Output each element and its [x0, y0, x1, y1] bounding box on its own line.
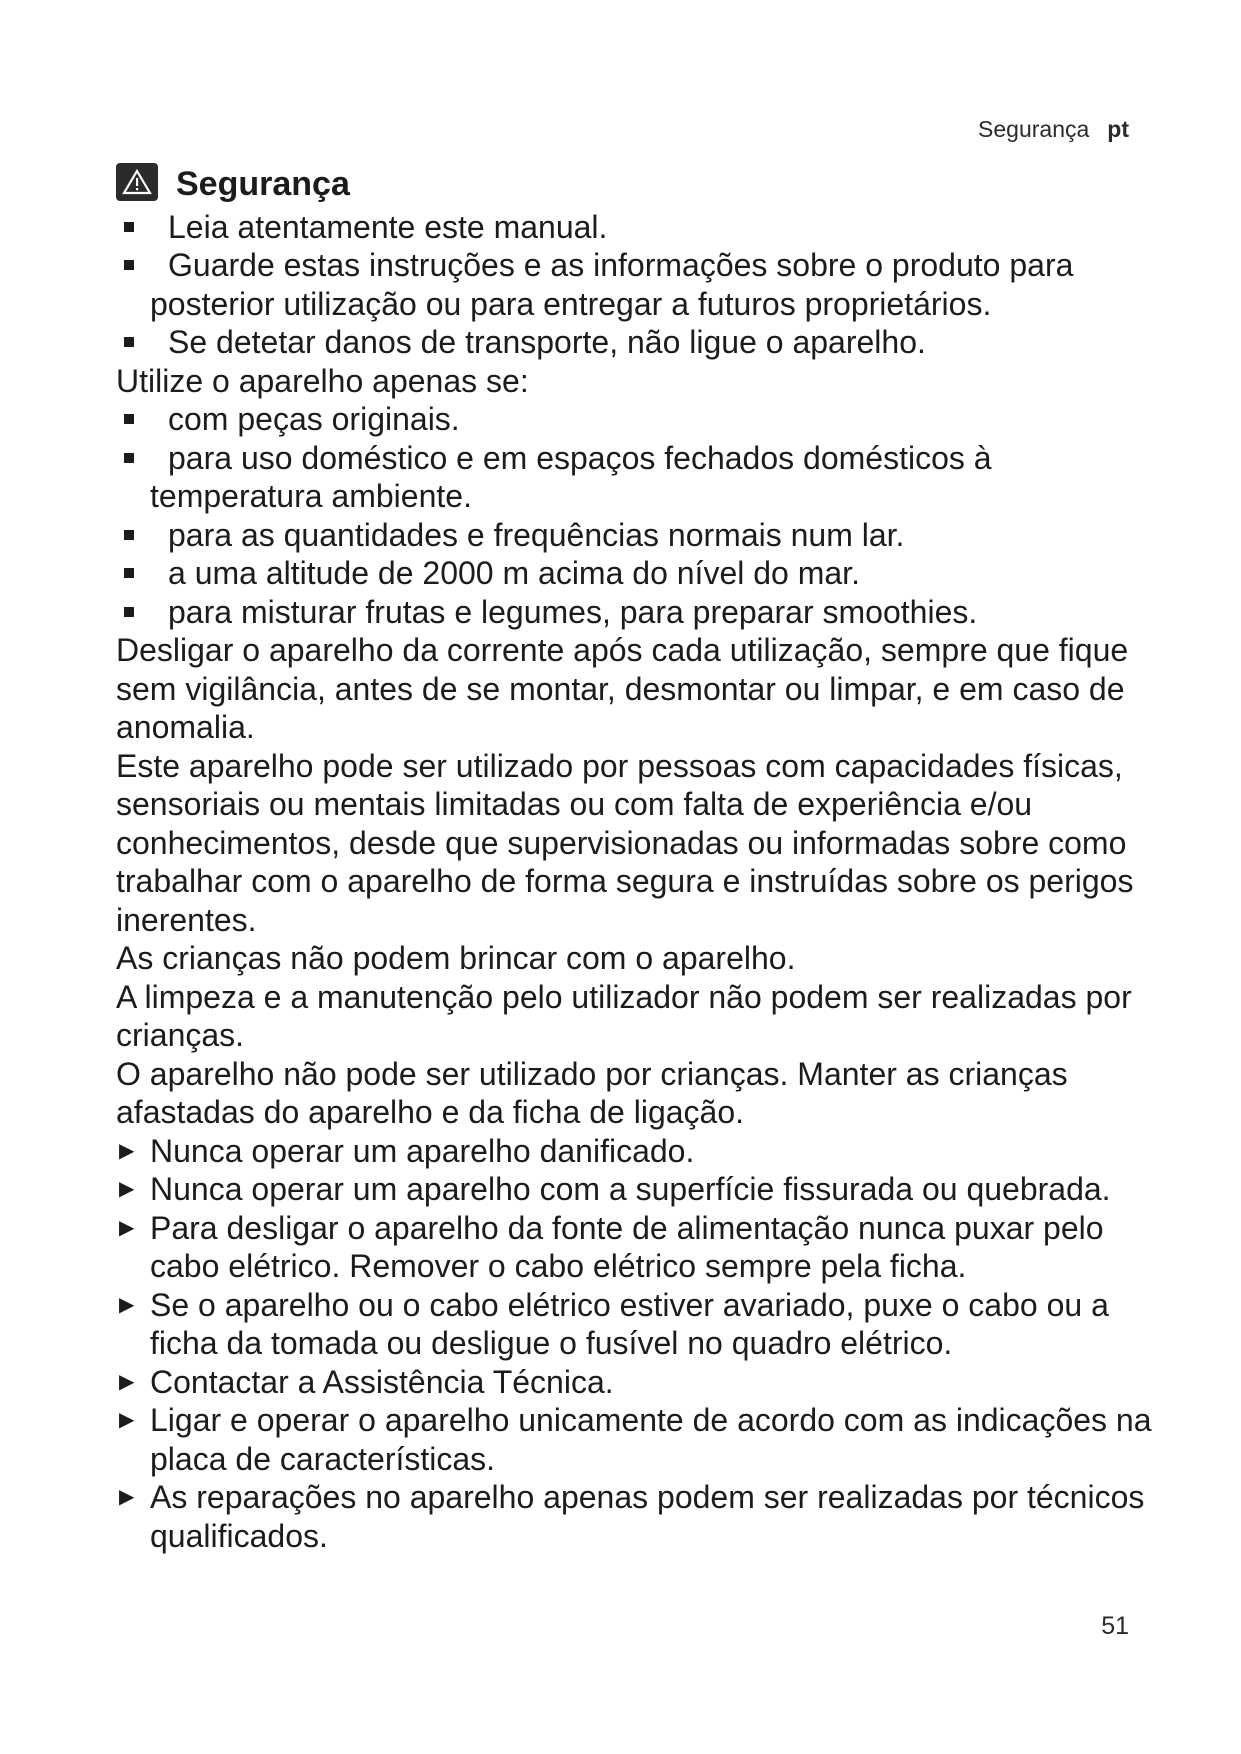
action-item: ▶ Nunca operar um aparelho com a superfície fissurada ou quebrada.	[119, 1171, 1111, 1207]
arrow-bullet-icon: ▶	[119, 1486, 135, 1508]
square-bullet-icon	[124, 530, 134, 540]
page-number: 51	[1101, 1612, 1129, 1640]
square-bullet-icon	[124, 222, 134, 232]
arrow-bullet-icon: ▶	[119, 1216, 135, 1239]
safety-section	[116, 165, 1156, 1555]
square-bullet-icon	[124, 607, 134, 617]
arrow-bullet-icon: ▶	[119, 1409, 135, 1431]
action-list	[116, 1132, 1156, 1556]
header-section: Segurança	[978, 116, 1090, 142]
action-item: ▶ Contactar a Assistência Técnica.	[119, 1363, 614, 1400]
action-item: ▶ Nunca operar um aparelho danificado.	[119, 1132, 695, 1169]
warning-triangle-icon	[116, 163, 158, 201]
general-list	[116, 208, 1156, 362]
section-heading	[116, 165, 1156, 204]
paragraph: Desligar o aparelho da corrente após cada utilização, sempre que fique sem vigilância, antes de se montar, desmontar ou limpar, e em caso de anomalia.	[116, 632, 1129, 745]
square-bullet-icon	[124, 337, 134, 347]
action-item: ▶ Ligar e operar o aparelho unicamente de acordo com as indicações na placa de características.	[119, 1402, 1152, 1477]
section-title: Segurança	[176, 165, 350, 203]
paragraph: A limpeza e a manutenção pelo utilizador não podem ser realizadas por crianças.	[116, 978, 1132, 1053]
list-item: com peças originais.	[116, 400, 1156, 439]
action-item: ▶ Para desligar o aparelho da fonte de alimentação nunca puxar pelo cabo elétrico. Remover o cabo elétrico sempre pela ficha.	[119, 1209, 1104, 1284]
action-item: ▶ As reparações no aparelho apenas podem ser realizadas por técnicos qualificados.	[119, 1479, 1145, 1554]
list-item: Guarde estas instruções e as informações sobre o produto para posterior utilização ou para entregar a futuros proprietários.	[116, 246, 1156, 323]
running-header	[978, 116, 1129, 143]
paragraph: Este aparelho pode ser utilizado por pessoas com capacidades físicas, sensoriais ou mentais limitadas ou com falta de experiência e/ou conhecimentos, desde que supervisionadas ou informadas sobre como trabalhar com o aparelho de forma segura e instruídas sobre os perigos inerentes.	[116, 747, 1134, 938]
square-bullet-icon	[124, 414, 134, 424]
use-conditions-list	[116, 400, 1156, 631]
list-item: para misturar frutas e legumes, para preparar smoothies.	[116, 593, 1156, 632]
square-bullet-icon	[124, 260, 134, 270]
list-item: para as quantidades e frequências normais num lar.	[116, 516, 1156, 555]
list-item: Se detetar danos de transporte, não ligue o aparelho.	[116, 323, 1156, 362]
header-language: pt	[1107, 116, 1129, 142]
list-item: Leia atentamente este manual.	[116, 208, 1156, 247]
use-intro: Utilize o aparelho apenas se:	[116, 362, 529, 399]
square-bullet-icon	[124, 568, 134, 578]
arrow-bullet-icon: ▶	[119, 1293, 135, 1316]
arrow-bullet-icon: ▶	[119, 1370, 135, 1393]
square-bullet-icon	[124, 453, 134, 463]
arrow-bullet-icon: ▶	[119, 1139, 135, 1162]
paragraph: O aparelho não pode ser utilizado por crianças. Manter as crianças afastadas do aparelho e da ficha de ligação.	[116, 1055, 1068, 1130]
paragraph: As crianças não podem brincar com o aparelho.	[116, 940, 796, 976]
action-item: ▶ Se o aparelho ou o cabo elétrico estiver avariado, puxe o cabo ou a ficha da tomada ou desligue o fusível no quadro elétrico.	[119, 1286, 1109, 1361]
list-item: a uma altitude de 2000 m acima do nível do mar.	[116, 554, 1156, 593]
arrow-bullet-icon: ▶	[119, 1178, 135, 1200]
list-item: para uso doméstico e em espaços fechados domésticos à temperatura ambiente.	[116, 439, 1156, 516]
